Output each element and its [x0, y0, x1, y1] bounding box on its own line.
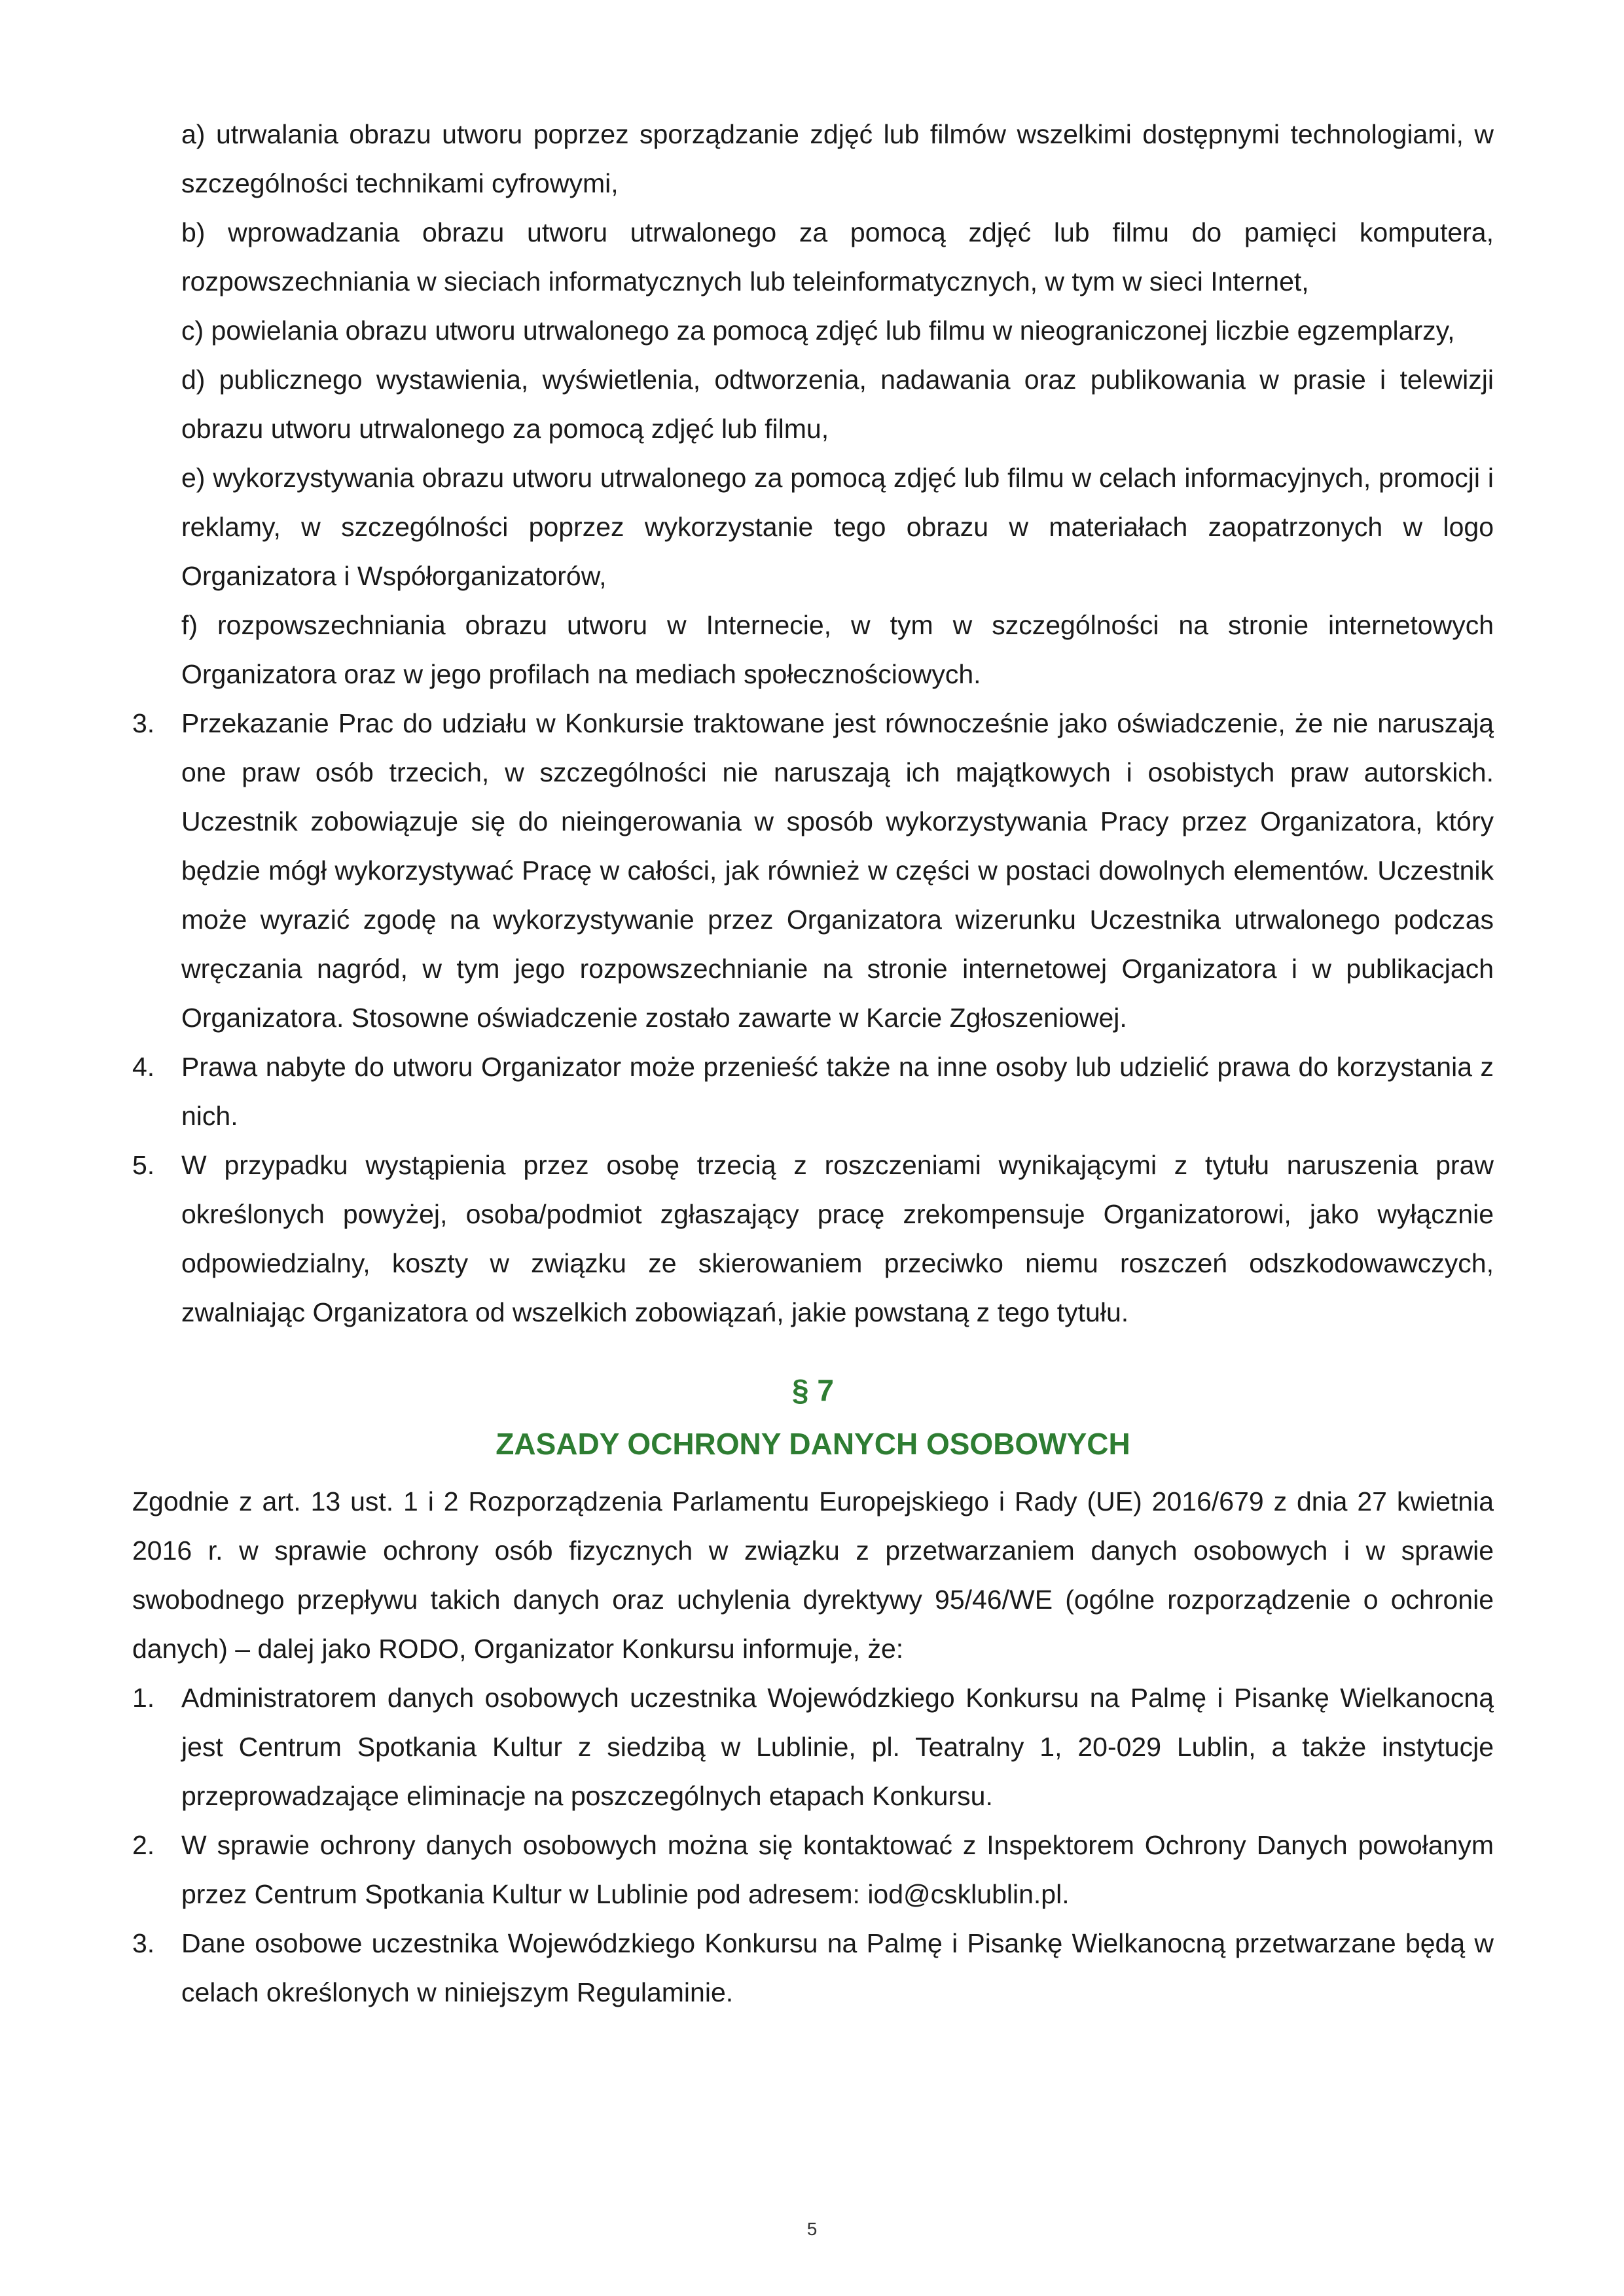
sub-item-b: b) wprowadzania obrazu utworu utrwalonego za pomocą zdjęć lub filmu do pamięci komputera, rozpowszechniania w sieciach informatycznych lub teleinformatycznych, w tym w sieci Internet, [181, 217, 1494, 296]
list-item-1 [132, 1674, 1494, 1821]
page-number: 5 [806, 2219, 818, 2239]
section-title: ZASADY OCHRONY DANYCH OSOBOWYCH [496, 1427, 1130, 1461]
list-item-4 [132, 1043, 1494, 1141]
list-item-text: Dane osobowe uczestnika Wojewódzkiego Konkursu na Palmę i Pisankę Wielkanocną przetwarzane będą w celach określonych w niniejszym Regulaminie. [181, 1928, 1494, 2007]
section-number: § 7 [792, 1373, 834, 1407]
sub-item-e: e) wykorzystywania obrazu utworu utrwalonego za pomocą zdjęć lub filmu w celach informacyjnych, promocji i reklamy, w szczególności poprzez wykorzystanie tego obrazu w materiałach zaopatrzonych w logo Organizatora i Współorganizatorów, [181, 463, 1494, 591]
sub-item-a: a) utrwalania obrazu utworu poprzez sporządzanie zdjęć lub filmów wszelkimi dostępnymi technologiami, w szczególności technikami cyfrowymi, [181, 119, 1494, 198]
section7-list [132, 1674, 1494, 2017]
section6-list [132, 699, 1494, 1337]
list-item-number: 1. [132, 1683, 155, 1713]
list-item-text: Przekazanie Prac do udziału w Konkursie traktowane jest równocześnie jako oświadczenie, że nie naruszają one praw osób trzecich, w szczególności nie naruszają ich majątkowych i osobistych praw autorskich. Uczestnik zobowiązuje się do nieingerowania w sposób wykorzystywania Pracy przez Organizatora, który będzie mógł wykorzystywać Pracę w całości, jak również w części w postaci dowolnych elementów. Uczestnik może wyrazić zgodę na wykorzystywanie przez Organizatora wizerunku Uczestnika utrwalonego podczas wręczania nagród, w tym jego rozpowszechnianie na stronie internetowej Organizatora i w publikacjach Organizatora. Stosowne oświadczenie zostało zawarte w Karcie Zgłoszeniowej. [181, 708, 1494, 1033]
list-item-number: 5. [132, 1150, 155, 1180]
list-item-text: Administratorem danych osobowych uczestnika Wojewódzkiego Konkursu na Palmę i Pisankę Wielkanocną jest Centrum Spotkania Kultur z siedzibą w Lublinie, pl. Teatralny 1, 20-029 Lublin, a także instytucje przeprowadzające eliminacje na poszczególnych etapach Konkursu. [181, 1683, 1494, 1811]
list-item-text: W sprawie ochrony danych osobowych można się kontaktować z Inspektorem Ochrony Danych powołanym przez Centrum Spotkania Kultur w Lublinie pod adresem: iod@csklublin.pl. [181, 1830, 1494, 1909]
sub-items-list [132, 110, 1494, 699]
sub-item-f: f) rozpowszechniania obrazu utworu w Internecie, w tym w szczególności na stronie internetowych Organizatora oraz w jego profilach na mediach społecznościowych. [181, 610, 1494, 689]
list-item-number: 2. [132, 1830, 155, 1860]
section7-intro: Zgodnie z art. 13 ust. 1 i 2 Rozporządzenia Parlamentu Europejskiego i Rady (UE) 2016/679 z dnia 27 kwietnia 2016 r. w sprawie ochrony osób fizycznych w związku z przetwarzaniem danych osobowych i w sprawie swobodnego przepływu takich danych oraz uchylenia dyrektywy 95/46/WE (ogólne rozporządzenie o ochronie danych) – dalej jako RODO, Organizator Konkursu informuje, że: [132, 1486, 1494, 1664]
sub-item-d: d) publicznego wystawienia, wyświetlenia, odtworzenia, nadawania oraz publikowania w prasie i telewizji obrazu utworu utrwalonego za pomocą zdjęć lub filmu, [181, 365, 1494, 444]
list-item-number: 3. [132, 1928, 155, 1958]
list-item-3 [132, 699, 1494, 1043]
list-item-2 [132, 1821, 1494, 1919]
sub-item-c: c) powielania obrazu utworu utrwalonego za pomocą zdjęć lub filmu w nieograniczonej liczbie egzemplarzy, [181, 315, 1455, 346]
page-content [132, 110, 1494, 2017]
list-item-number: 4. [132, 1052, 155, 1082]
list-item-text: Prawa nabyte do utworu Organizator może przenieść także na inne osoby lub udzielić prawa do korzystania z nich. [181, 1052, 1494, 1131]
list-item-3-rodo [132, 1919, 1494, 2017]
section7-heading [132, 1363, 1494, 1471]
list-item-number: 3. [132, 708, 155, 738]
list-item-5 [132, 1141, 1494, 1337]
list-item-text: W przypadku wystąpienia przez osobę trzecią z roszczeniami wynikającymi z tytułu naruszenia praw określonych powyżej, osoba/podmiot zgłaszający pracę zrekompensuje Organizatorowi, jako wyłącznie odpowiedzialny, koszty w związku ze skierowaniem przeciwko niemu roszczeń odszkodowawczych, zwalniając Organizatora od wszelkich zobowiązań, jakie powstaną z tego tytułu. [181, 1150, 1494, 1327]
